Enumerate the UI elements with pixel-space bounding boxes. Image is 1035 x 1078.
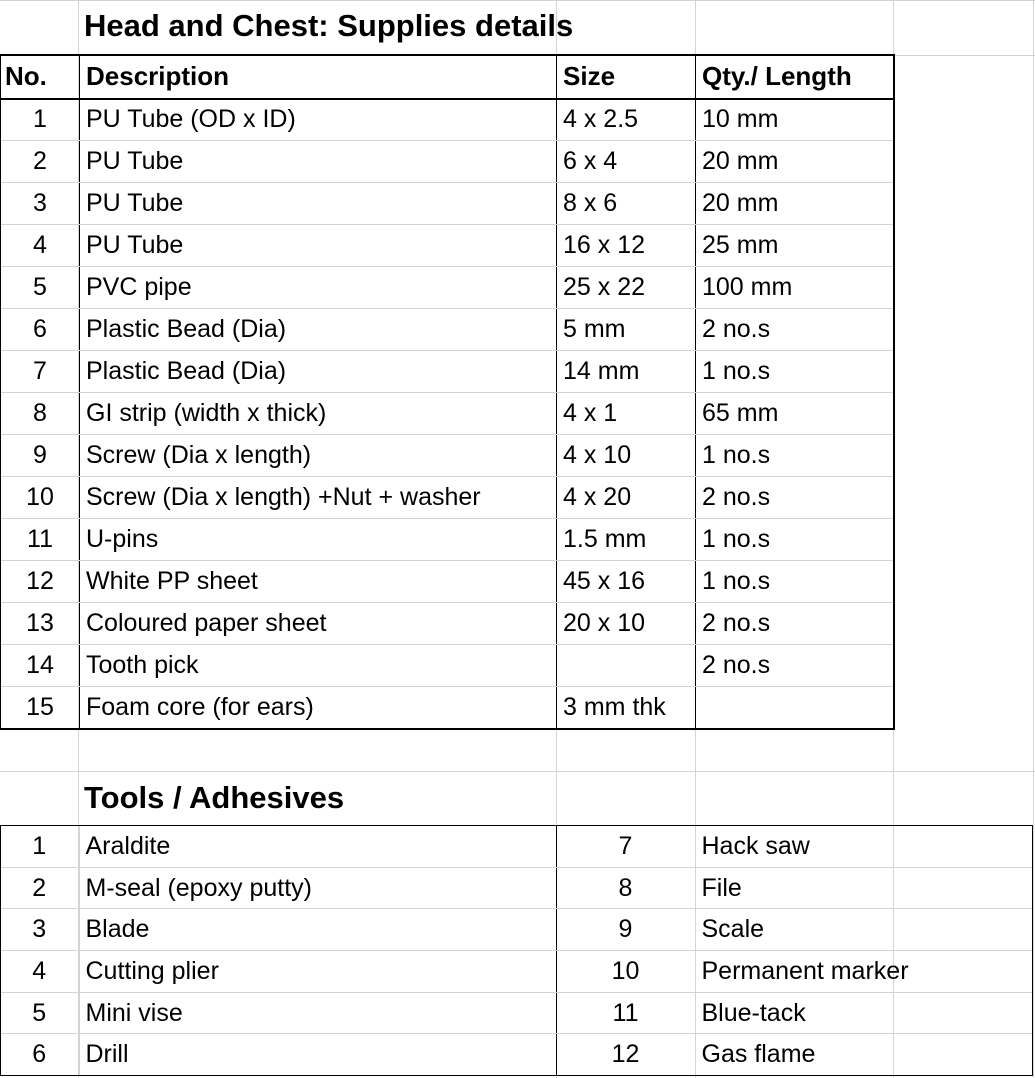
tool-no[interactable]: 8 bbox=[556, 867, 695, 909]
tool-name[interactable]: Mini vise bbox=[79, 992, 556, 1034]
table-row bbox=[0, 867, 1033, 909]
row-description[interactable]: Screw (Dia x length) +Nut + washer bbox=[80, 477, 557, 519]
row-qty[interactable] bbox=[696, 687, 894, 729]
row-size[interactable]: 4 x 2.5 bbox=[557, 99, 696, 141]
tool-no[interactable]: 11 bbox=[556, 992, 695, 1034]
header-description[interactable]: Description bbox=[80, 56, 557, 99]
row-size[interactable]: 20 x 10 bbox=[557, 603, 696, 645]
tool-no[interactable]: 3 bbox=[0, 909, 79, 951]
table-row bbox=[1, 267, 894, 309]
row-qty[interactable]: 1 no.s bbox=[696, 561, 894, 603]
table-row bbox=[1, 141, 894, 183]
table-row bbox=[1, 603, 894, 645]
row-no[interactable]: 12 bbox=[1, 561, 80, 603]
row-description[interactable]: PU Tube bbox=[80, 141, 557, 183]
row-no[interactable]: 5 bbox=[1, 267, 80, 309]
row-qty[interactable]: 1 no.s bbox=[696, 351, 894, 393]
row-qty[interactable]: 100 mm bbox=[696, 267, 894, 309]
table-row bbox=[0, 992, 1033, 1034]
tool-name[interactable]: Hack saw bbox=[695, 826, 1033, 868]
tool-name[interactable]: Gas flame bbox=[695, 1034, 1033, 1076]
tools-title: Tools / Adhesives bbox=[84, 780, 345, 815]
row-description[interactable]: Coloured paper sheet bbox=[80, 603, 557, 645]
row-no[interactable]: 15 bbox=[1, 687, 80, 729]
row-size[interactable]: 5 mm bbox=[557, 309, 696, 351]
row-qty[interactable]: 2 no.s bbox=[696, 603, 894, 645]
row-description[interactable]: PVC pipe bbox=[80, 267, 557, 309]
row-qty[interactable]: 65 mm bbox=[696, 393, 894, 435]
row-qty[interactable]: 25 mm bbox=[696, 225, 894, 267]
tools-table bbox=[0, 825, 1033, 1076]
row-size[interactable]: 25 x 22 bbox=[557, 267, 696, 309]
row-qty[interactable]: 1 no.s bbox=[696, 435, 894, 477]
table-row bbox=[0, 1034, 1033, 1076]
table-row bbox=[1, 477, 894, 519]
tool-name[interactable]: File bbox=[695, 867, 1033, 909]
row-size[interactable]: 8 x 6 bbox=[557, 183, 696, 225]
tool-no[interactable]: 12 bbox=[556, 1034, 695, 1076]
row-description[interactable]: PU Tube (OD x ID) bbox=[80, 99, 557, 141]
row-size[interactable]: 4 x 10 bbox=[557, 435, 696, 477]
tool-no[interactable]: 2 bbox=[0, 867, 79, 909]
tool-name[interactable]: Araldite bbox=[79, 826, 556, 868]
tool-name[interactable]: M-seal (epoxy putty) bbox=[79, 867, 556, 909]
row-qty[interactable]: 20 mm bbox=[696, 183, 894, 225]
tool-no[interactable]: 6 bbox=[0, 1034, 79, 1076]
row-size[interactable]: 14 mm bbox=[557, 351, 696, 393]
tool-no[interactable]: 1 bbox=[0, 826, 79, 868]
row-no[interactable]: 10 bbox=[1, 477, 80, 519]
tool-name[interactable]: Scale bbox=[695, 909, 1033, 951]
row-description[interactable]: PU Tube bbox=[80, 225, 557, 267]
row-qty[interactable]: 20 mm bbox=[696, 141, 894, 183]
row-qty[interactable]: 2 no.s bbox=[696, 645, 894, 687]
table-row bbox=[1, 225, 894, 267]
row-description[interactable]: Foam core (for ears) bbox=[80, 687, 557, 729]
row-size[interactable]: 1.5 mm bbox=[557, 519, 696, 561]
row-size[interactable] bbox=[557, 645, 696, 687]
row-no[interactable]: 7 bbox=[1, 351, 80, 393]
row-size[interactable]: 3 mm thk bbox=[557, 687, 696, 729]
table-row bbox=[1, 183, 894, 225]
row-no[interactable]: 2 bbox=[1, 141, 80, 183]
table-row bbox=[1, 519, 894, 561]
tool-name[interactable]: Blade bbox=[79, 909, 556, 951]
table-row bbox=[1, 435, 894, 477]
table-row bbox=[0, 826, 1033, 868]
row-no[interactable]: 13 bbox=[1, 603, 80, 645]
tool-no[interactable]: 7 bbox=[556, 826, 695, 868]
row-qty[interactable]: 2 no.s bbox=[696, 309, 894, 351]
table-row bbox=[1, 309, 894, 351]
table-row bbox=[1, 645, 894, 687]
tool-name[interactable]: Permanent marker bbox=[695, 951, 1033, 993]
row-description[interactable]: Plastic Bead (Dia) bbox=[80, 309, 557, 351]
row-size[interactable]: 4 x 1 bbox=[557, 393, 696, 435]
row-size[interactable]: 45 x 16 bbox=[557, 561, 696, 603]
header-qty[interactable]: Qty./ Length bbox=[696, 56, 894, 99]
table-row bbox=[1, 99, 894, 141]
row-no[interactable]: 8 bbox=[1, 393, 80, 435]
row-description[interactable]: U-pins bbox=[80, 519, 557, 561]
row-description[interactable]: GI strip (width x thick) bbox=[80, 393, 557, 435]
row-no[interactable]: 14 bbox=[1, 645, 80, 687]
table-row bbox=[0, 951, 1033, 993]
supplies-title: Head and Chest: Supplies details bbox=[84, 8, 574, 43]
row-qty[interactable]: 10 mm bbox=[696, 99, 894, 141]
row-size[interactable]: 6 x 4 bbox=[557, 141, 696, 183]
row-size[interactable]: 16 x 12 bbox=[557, 225, 696, 267]
tool-no[interactable]: 4 bbox=[0, 951, 79, 993]
row-description[interactable]: PU Tube bbox=[80, 183, 557, 225]
row-qty[interactable]: 1 no.s bbox=[696, 519, 894, 561]
row-no[interactable]: 3 bbox=[1, 183, 80, 225]
table-row bbox=[1, 351, 894, 393]
header-size[interactable]: Size bbox=[557, 56, 696, 99]
row-description[interactable]: White PP sheet bbox=[80, 561, 557, 603]
supplies-header-row bbox=[1, 56, 894, 99]
row-qty[interactable]: 2 no.s bbox=[696, 477, 894, 519]
tool-name[interactable]: Cutting plier bbox=[79, 951, 556, 993]
row-no[interactable]: 1 bbox=[1, 99, 80, 141]
supplies-table bbox=[0, 55, 894, 729]
row-description[interactable]: Tooth pick bbox=[80, 645, 557, 687]
row-no[interactable]: 9 bbox=[1, 435, 80, 477]
header-no[interactable]: No. bbox=[1, 56, 80, 99]
row-size[interactable]: 4 x 20 bbox=[557, 477, 696, 519]
row-no[interactable]: 6 bbox=[1, 309, 80, 351]
table-row bbox=[1, 393, 894, 435]
tool-name[interactable]: Drill bbox=[79, 1034, 556, 1076]
tool-name[interactable]: Blue-tack bbox=[695, 992, 1033, 1034]
table-row bbox=[0, 909, 1033, 951]
table-row bbox=[1, 687, 894, 729]
tool-no[interactable]: 5 bbox=[0, 992, 79, 1034]
row-description[interactable]: Plastic Bead (Dia) bbox=[80, 351, 557, 393]
tool-no[interactable]: 10 bbox=[556, 951, 695, 993]
row-description[interactable]: Screw (Dia x length) bbox=[80, 435, 557, 477]
row-no[interactable]: 11 bbox=[1, 519, 80, 561]
table-row bbox=[1, 561, 894, 603]
tool-no[interactable]: 9 bbox=[556, 909, 695, 951]
row-no[interactable]: 4 bbox=[1, 225, 80, 267]
